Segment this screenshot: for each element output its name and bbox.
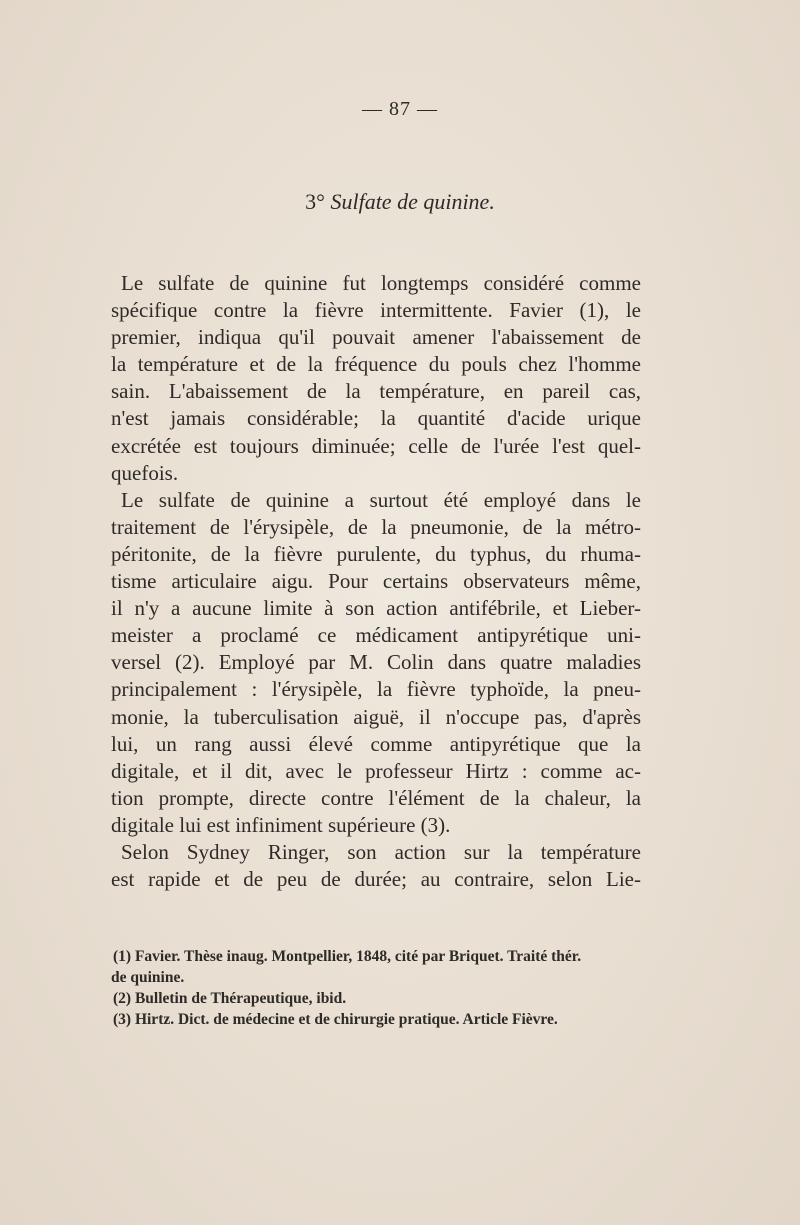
text-line: n'est jamais considérable; la quantité d'acide urique [111,406,641,431]
footnote-continuation: de quinine. [111,969,185,986]
text-line: principalement : l'érysipèle, la fièvre typhoïde, la pneu- [111,677,641,702]
text-line: lui, un rang aussi élevé comme antipyrétique que la [111,731,641,756]
page-number: — 87 — [362,98,438,120]
text-line: tion prompte, directe contre l'élément de la chaleur, la [111,785,641,810]
text-line: Le sulfate de quinine a surtout été employé dans le [121,487,641,512]
text-line: est rapide et de peu de durée; au contraire, selon Lie- [111,867,641,892]
text-line: Le sulfate de quinine fut longtemps considéré comme [121,271,641,295]
text-line: spécifique contre la fièvre intermittente. Favier (1), le [111,298,641,323]
text-line: digitale, et il dit, avec le professeur Hirtz : comme ac- [111,758,641,783]
text-line: monie, la tuberculisation aiguë, il n'occupe pas, d'après [111,704,641,729]
text-line: meister a proclamé ce médicament antipyrétique uni- [111,623,641,648]
section-number: 3° [305,189,325,214]
text-line: digitale lui est infiniment supérieure (3). [111,812,451,837]
text-line: il n'y a aucune limite à son action antifébrile, et Lieber- [111,596,641,621]
section-title: Sulfate de quinine. [330,189,495,214]
text-line: versel (2). Employé par M. Colin dans quatre maladies [111,650,641,675]
footnotes [111,946,641,1030]
text-line: Selon Sydney Ringer, son action sur la température [121,839,641,864]
footnote: (3) Hirtz. Dict. de médecine et de chirurgie pratique. Article Fièvre. [113,1011,558,1028]
text-line: péritonite, de la fièvre purulente, du typhus, du rhuma- [111,541,641,566]
text-line: quefois. [111,460,179,485]
text-line: la température et de la fréquence du pouls chez l'homme [111,352,641,377]
section-heading [0,189,800,215]
footnote: (2) Bulletin de Thérapeutique, ibid. [113,990,347,1007]
text-line: sain. L'abaissement de la température, en pareil cas, [111,379,641,404]
body-text [111,270,641,893]
text-line: traitement de l'érysipèle, de la pneumonie, de la métro- [111,514,641,539]
text-line: premier, indiqua qu'il pouvait amener l'abaissement de [111,325,641,350]
text-line: tisme articulaire aigu. Pour certains observateurs même, [111,569,641,594]
text-line: excrétée est toujours diminuée; celle de l'urée l'est quel- [111,433,641,458]
footnote: (1) Favier. Thèse inaug. Montpellier, 1848, cité par Briquet. Traité thér. [113,948,582,965]
